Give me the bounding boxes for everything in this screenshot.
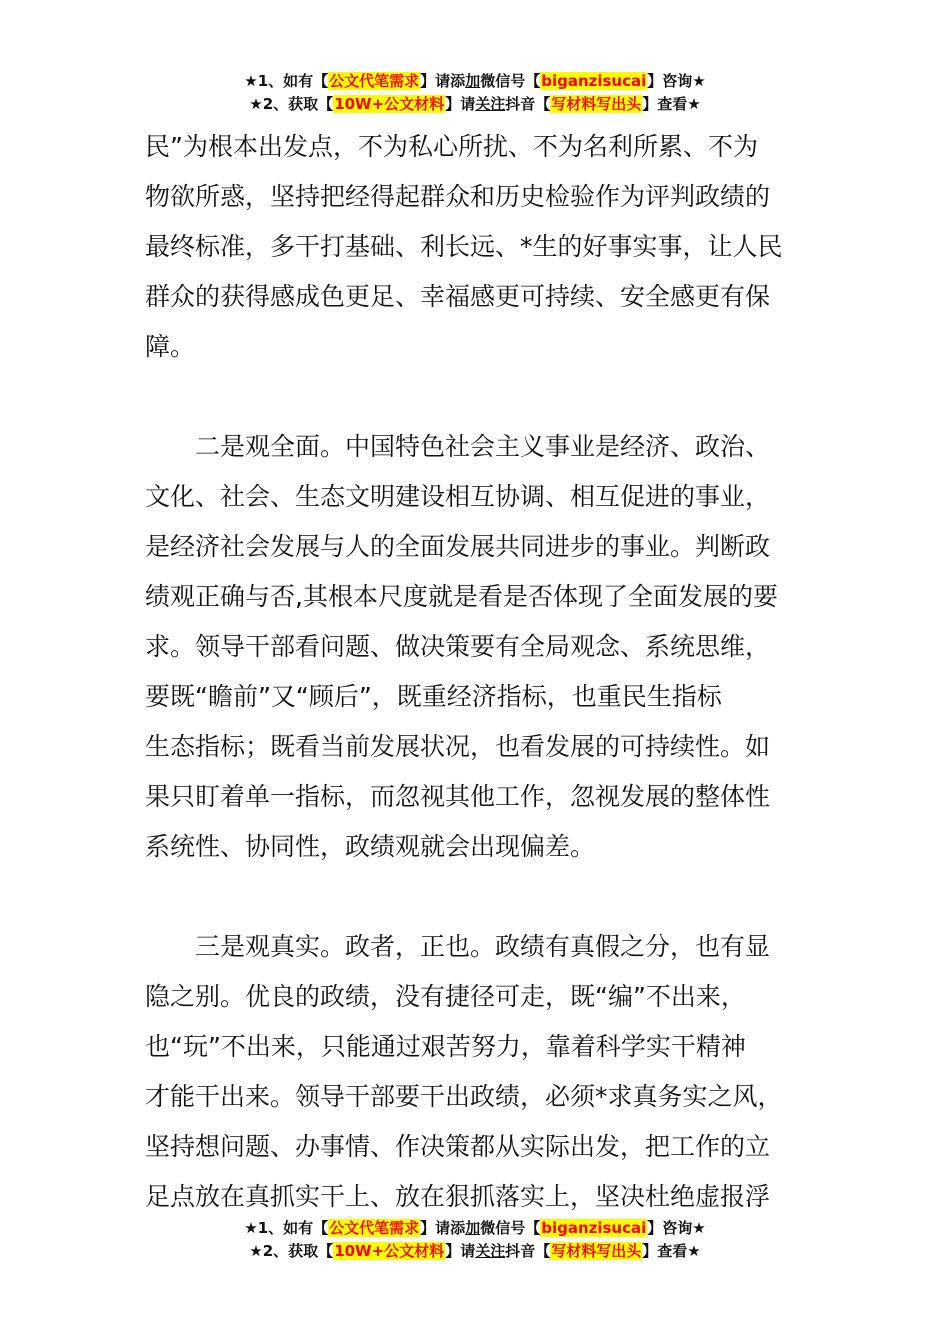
paragraph-3 [145,922,810,1222]
banner-line-2 [0,1240,950,1263]
text-line: 隐之别。优良的政绩，没有捷径可走，既“编”不出来， [145,982,746,1011]
paragraph-spacer [145,872,810,922]
banner-text: 】请 [445,95,476,113]
text-line: 绩观正确与否,其根本尺度就是看是否体现了全面发展的要 [145,582,778,611]
banner-highlight: 写材料写出头 [551,1242,642,1260]
banner-line-1 [0,70,950,93]
banner-emphasis: 加 [465,1219,481,1237]
banner-text: 抖音【 [505,1242,551,1260]
banner-highlight: 公文代笔需求 [329,1219,420,1237]
text-line: 是经济社会发展与人的全面发展共同进步的事业。判断政 [145,532,771,561]
banner-text: 微信号【 [480,1219,541,1237]
banner-text: ★2、获取【 [249,1242,334,1260]
text-line: 才能干出来。领导干部要干出政绩，必须*求真务实之风， [145,1082,783,1111]
footer-banner [0,1217,950,1263]
banner-text: 】请添 [420,72,466,90]
banner-text: 微信号【 [480,72,541,90]
header-banner [0,70,950,116]
banner-text: 】咨询★ [647,1219,706,1237]
banner-text: 抖音【 [505,95,551,113]
banner-text: ★1、如有【 [244,1219,329,1237]
banner-text: 】查看★ [642,1242,701,1260]
banner-line-2 [0,93,950,116]
banner-highlight: 10W+公文材料 [334,95,445,113]
paragraph-1 [145,122,810,372]
paragraph-2 [145,422,810,872]
text-line: 二是观全面。中国特色社会主义事业是经济、政治、 [145,432,771,461]
text-line: 民”为根本出发点，不为私心所扰、不为名利所累、不为 [145,132,758,161]
banner-emphasis: 关注 [475,95,506,113]
banner-text: ★1、如有【 [244,72,329,90]
text-line: 群众的获得感成色更足、幸福感更可持续、安全感更有保 [145,282,771,311]
banner-text: 】查看★ [642,95,701,113]
text-line: 求。领导干部看问题、做决策要有全局观念、系统思维， [145,632,771,661]
banner-highlight: 公文代笔需求 [329,72,420,90]
text-line: 生态指标；既看当前发展状况，也看发展的可持续性。如 [145,732,771,761]
text-line: 三是观真实。政者，正也。政绩有真假之分，也有显 [145,932,771,961]
banner-text: 】请 [445,1242,476,1260]
text-line: 文化、社会、生态文明建设相互协调、相互促进的事业， [145,482,771,511]
text-line: 系统性、协同性，政绩观就会出现偏差。 [145,832,596,861]
text-line: 障。 [145,332,196,361]
banner-highlight: 写材料写出头 [551,95,642,113]
banner-emphasis: 加 [465,72,481,90]
text-line: 果只盯着单一指标，而忽视其他工作，忽视发展的整体性 [145,782,771,811]
text-line: 足点放在真抓实干上、放在狠抓落实上，坚决杜绝虚报浮 [145,1182,771,1211]
banner-emphasis: 关注 [475,1242,506,1260]
paragraph-spacer [145,372,810,422]
text-line: 也“玩”不出来，只能通过艰苦努力，靠着科学实干精神 [145,1032,746,1061]
banner-highlight: biganzisucai [541,1219,647,1237]
text-line: 要既“瞻前”又“顾后”，既重经济指标，也重民生指标 [145,682,722,711]
banner-highlight: 10W+公文材料 [334,1242,445,1260]
banner-text: ★2、获取【 [249,95,334,113]
banner-text: 】咨询★ [647,72,706,90]
document-body [145,122,810,1222]
banner-line-1 [0,1217,950,1240]
banner-text: 】请添 [420,1219,466,1237]
banner-highlight: biganzisucai [541,72,647,90]
text-line: 最终标准，多干打基础、利长远、*生的好事实事，让人民 [145,232,783,261]
text-line: 坚持想问题、办事情、作决策都从实际出发，把工作的立 [145,1132,771,1161]
text-line: 物欲所惑，坚持把经得起群众和历史检验作为评判政绩的 [145,182,771,211]
